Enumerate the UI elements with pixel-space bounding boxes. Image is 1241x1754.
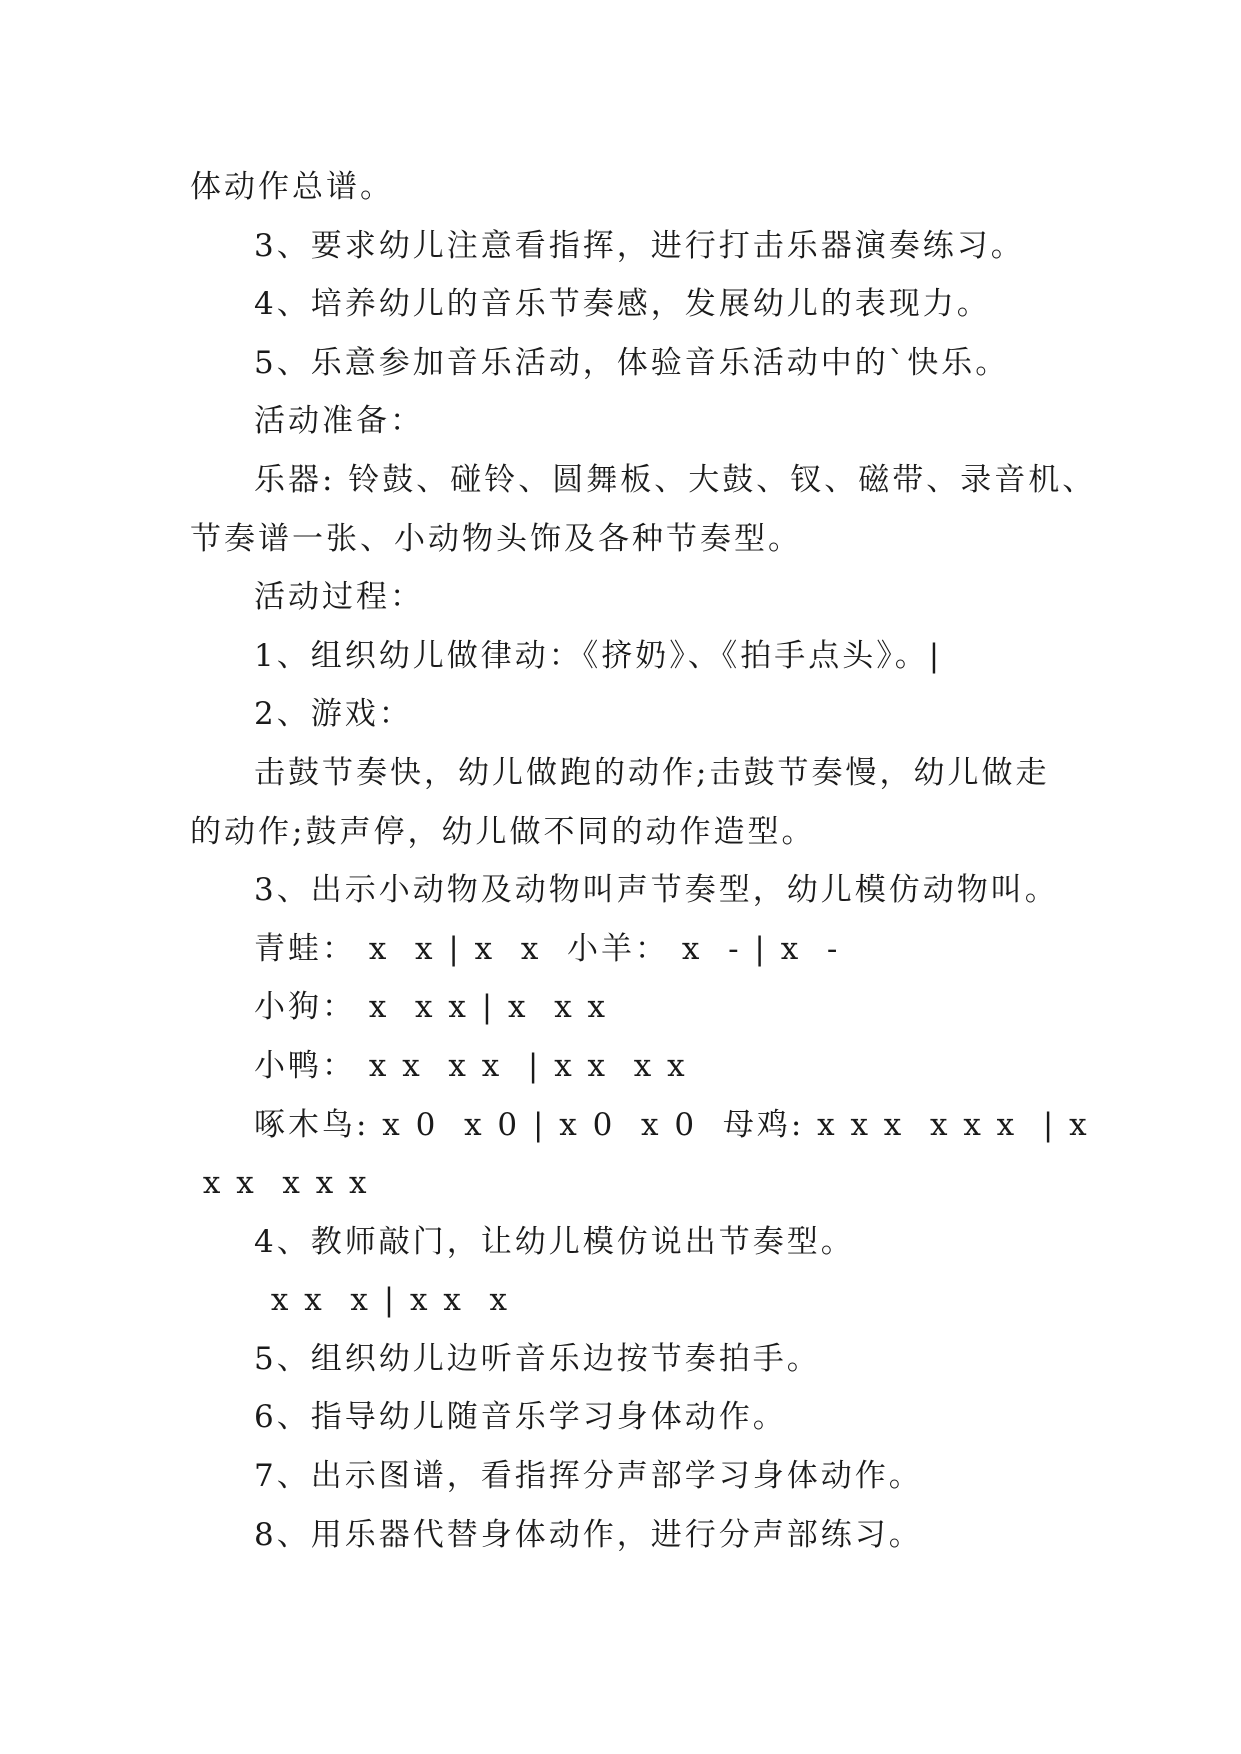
paragraph-line: 2、游戏： bbox=[254, 696, 413, 733]
document-body bbox=[190, 158, 1097, 1564]
paragraph-line: 击鼓节奏快，幼儿做跑的动作;击鼓节奏慢，幼儿做走 bbox=[254, 754, 1050, 791]
paragraph-line: 3、要求幼儿注意看指挥，进行打击乐器演奏练习。 bbox=[254, 227, 1025, 264]
rhythm-line: 小狗： x x x | x x x bbox=[254, 989, 609, 1026]
rhythm-line: 小鸭： x x x x | x x x x bbox=[254, 1047, 688, 1084]
section-heading: 活动过程： bbox=[254, 579, 424, 616]
paragraph-line: 8、用乐器代替身体动作，进行分声部练习。 bbox=[254, 1516, 923, 1553]
rhythm-line: x x x x x bbox=[190, 1165, 370, 1202]
section-heading: 活动准备： bbox=[254, 403, 424, 440]
rhythm-line: 啄木鸟: x 0 x 0 | x 0 x 0 母鸡: x x x x x x | x bbox=[254, 1106, 1090, 1143]
paragraph-line: 7、出示图谱，看指挥分声部学习身体动作。 bbox=[254, 1458, 923, 1495]
rhythm-line: x x x | x x x bbox=[258, 1282, 511, 1319]
paragraph-line: 乐器: 铃鼓、碰铃、圆舞板、大鼓、钗、磁带、录音机、 bbox=[254, 461, 1097, 498]
paragraph-line: 5、组织幼儿边听音乐边按节奏拍手。 bbox=[254, 1340, 821, 1377]
rhythm-line: 青蛙： x x | x x 小羊： x - | x - bbox=[254, 930, 841, 967]
paragraph-line: 体动作总谱。 bbox=[190, 169, 394, 205]
paragraph-line: 3、出示小动物及动物叫声节奏型，幼儿模仿动物叫。 bbox=[254, 872, 1059, 909]
paragraph-line: 的动作;鼓声停，幼儿做不同的动作造型。 bbox=[190, 813, 816, 850]
paragraph-line: 节奏谱一张、小动物头饰及各种节奏型。 bbox=[190, 520, 802, 557]
paragraph-line: 4、教师敲门，让幼儿模仿说出节奏型。 bbox=[254, 1223, 855, 1260]
paragraph-line: 1、组织幼儿做律动：《挤奶》、《拍手点头》。| bbox=[254, 637, 943, 674]
paragraph-line: 6、指导幼儿随音乐学习身体动作。 bbox=[254, 1399, 787, 1436]
paragraph-line: 5、乐意参加音乐活动，体验音乐活动中的`快乐。 bbox=[254, 344, 1010, 381]
paragraph-line: 4、培养幼儿的音乐节奏感，发展幼儿的表现力。 bbox=[254, 286, 991, 323]
